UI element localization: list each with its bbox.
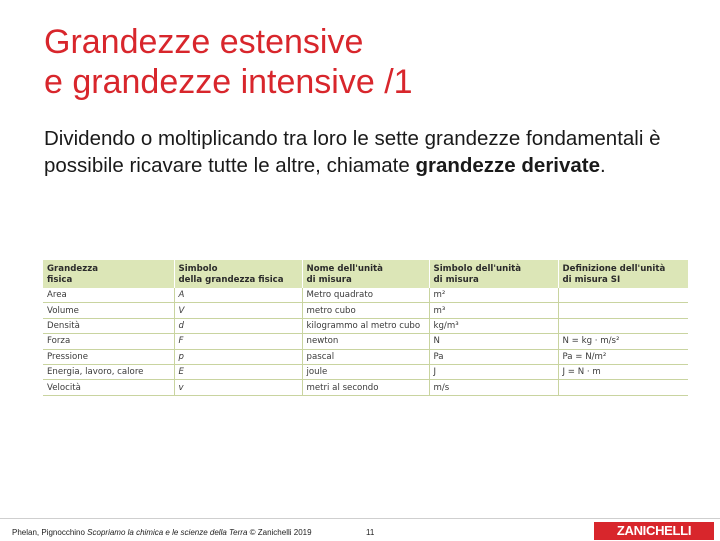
header-unit-symbol: Simbolo dell'unità di misura: [429, 260, 558, 288]
cell-unit-symbol: Pa: [429, 349, 558, 364]
cell-symbol: E: [174, 364, 302, 379]
cell-unit-name: kilogrammo al metro cubo: [302, 318, 429, 333]
cell-symbol: v: [174, 380, 302, 395]
cell-unit-name: Metro quadrato: [302, 288, 429, 303]
footer-book-title: Scopriamo la chimica e le scienze della Terra: [87, 528, 248, 537]
cell-si-definition: N = kg · m/s²: [558, 334, 688, 349]
header-unit-name: Nome dell'unità di misura: [302, 260, 429, 288]
slide-title: [44, 22, 684, 102]
cell-unit-name: newton: [302, 334, 429, 349]
cell-symbol: p: [174, 349, 302, 364]
header-quantity: Grandezza fisica: [43, 260, 174, 288]
cell-symbol: F: [174, 334, 302, 349]
cell-symbol: A: [174, 288, 302, 303]
header-symbol: Simbolo della grandezza fisica: [174, 260, 302, 288]
cell-si-definition: [558, 288, 688, 303]
table-row: [43, 288, 688, 303]
table-row: [43, 318, 688, 333]
table-row: [43, 364, 688, 379]
table-row: [43, 334, 688, 349]
cell-si-definition: Pa = N/m²: [558, 349, 688, 364]
cell-unit-name: metro cubo: [302, 303, 429, 318]
cell-si-definition: [558, 380, 688, 395]
cell-unit-symbol: m³: [429, 303, 558, 318]
cell-unit-symbol: J: [429, 364, 558, 379]
slide-title-line1: Grandezze estensive: [44, 23, 364, 61]
body-text-bold: grandezze derivate: [415, 153, 601, 177]
table-row: [43, 303, 688, 318]
derived-units-table: [43, 260, 688, 396]
table-header-row: [43, 260, 688, 288]
cell-si-definition: [558, 318, 688, 333]
cell-symbol: V: [174, 303, 302, 318]
cell-quantity: Densità: [43, 318, 174, 333]
slide-title-line2: e grandezze intensive /1: [44, 63, 413, 101]
cell-unit-symbol: m²: [429, 288, 558, 303]
cell-unit-symbol: N: [429, 334, 558, 349]
body-text-end: .: [600, 153, 606, 177]
cell-unit-name: metri al secondo: [302, 380, 429, 395]
cell-quantity: Velocità: [43, 380, 174, 395]
cell-unit-name: joule: [302, 364, 429, 379]
slide-footer: [0, 518, 720, 541]
header-si-definition: Definizione dell'unità di misura SI: [558, 260, 688, 288]
footer-credit: Phelan, Pignocchino Scopriamo la chimica e le scienze della Terra © Zanichelli 2019: [12, 528, 312, 537]
cell-quantity: Volume: [43, 303, 174, 318]
body-text-main: Dividendo o moltiplicando tra loro le sette grandezze fondamentali è possibile ricavare tutte le altre, chiamate: [44, 127, 661, 177]
cell-unit-symbol: m/s: [429, 380, 558, 395]
cell-quantity: Forza: [43, 334, 174, 349]
cell-unit-symbol: kg/m³: [429, 318, 558, 333]
cell-quantity: Pressione: [43, 349, 174, 364]
cell-symbol: d: [174, 318, 302, 333]
table-row: [43, 380, 688, 395]
cell-quantity: Area: [43, 288, 174, 303]
table-row: [43, 349, 688, 364]
cell-quantity: Energia, lavoro, calore: [43, 364, 174, 379]
cell-si-definition: J = N · m: [558, 364, 688, 379]
cell-si-definition: [558, 303, 688, 318]
slide-body-text: [44, 126, 684, 179]
cell-unit-name: pascal: [302, 349, 429, 364]
zanichelli-logo: ZANICHELLI: [594, 522, 714, 540]
page-number: 11: [366, 528, 375, 537]
